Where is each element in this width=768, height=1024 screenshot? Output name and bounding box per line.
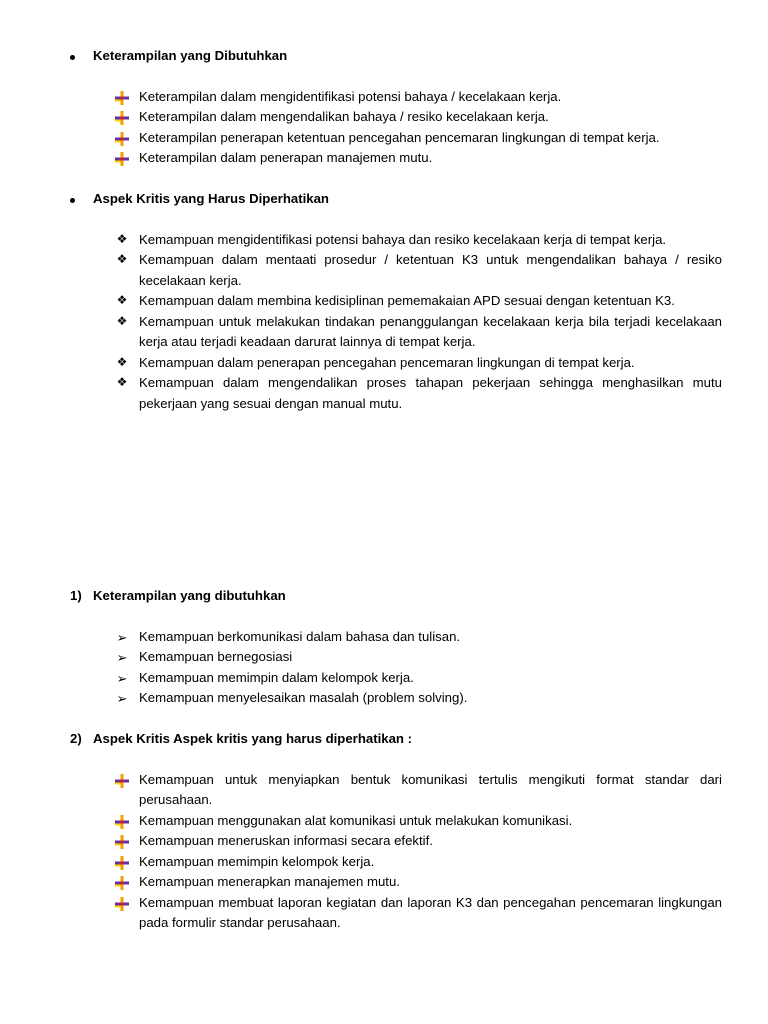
heading-text: Keterampilan yang Dibutuhkan [93,48,288,63]
colored-plus-icon [114,773,130,789]
list-item: Kemampuan membuat laporan kegiatan dan laporan K3 dan pencegahan pencemaran lingkungan pada formulir standar perusahaan. [70,893,722,934]
list-item: ❖ Kemampuan dalam mentaati prosedur / ketentuan K3 untuk mengendalikan bahaya / resiko kecelakaan kerja. [70,250,722,291]
section-number: 1) [70,588,82,603]
critical-aspects-2-list [70,770,722,934]
list-item: ❖ Kemampuan mengidentifikasi potensi bahaya dan resiko kecelakaan kerja di tempat kerja. [70,230,722,251]
list-item: Keterampilan penerapan ketentuan pencegahan pencemaran lingkungan di tempat kerja. [70,128,722,149]
list-item: Kemampuan menggunakan alat komunikasi untuk melakukan komunikasi. [70,811,722,832]
list-item: ➢ Kemampuan memimpin dalam kelompok kerja. [70,668,722,689]
arrow-bullet-icon: ➢ [116,691,128,706]
bullet-dot [70,46,93,67]
colored-plus-icon [114,814,130,830]
section-required-skills [70,586,722,709]
arrow-bullet-icon: ➢ [116,629,128,645]
list-item: ➢ Kemampuan berkomunikasi dalam bahasa dan tulisan. [70,627,722,648]
diamond-bullet-icon: ❖ [116,293,128,307]
colored-plus-icon [114,875,130,891]
colored-plus-icon [114,131,130,147]
colored-plus-icon [114,110,130,126]
section-critical-aspects [70,189,722,414]
section-heading [70,189,722,210]
list-item: Kemampuan menerapkan manajemen mutu. [70,872,722,893]
arrow-bullet-icon: ➢ [116,650,128,665]
section-heading [70,46,722,67]
list-item: Keterampilan dalam mengidentifikasi potensi bahaya / kecelakaan kerja. [70,87,722,108]
diamond-bullet-icon: ❖ [116,354,128,369]
heading-text: Aspek Kritis Aspek kritis yang harus diperhatikan : [93,731,413,746]
colored-plus-icon [114,90,130,106]
diamond-bullet-icon: ❖ [116,375,128,389]
list-item: ❖ Kemampuan dalam membina kedisiplinan pememakaian APD sesuai dengan ketentuan K3. [70,291,722,312]
list-item: Keterampilan dalam penerapan manajemen mutu. [70,148,722,169]
list-item: Kemampuan meneruskan informasi secara efektif. [70,831,722,852]
list-item: ➢ Kemampuan menyelesaikan masalah (problem solving). [70,688,722,709]
list-item: ➢ Kemampuan bernegosiasi [70,647,722,668]
list-item: ❖ Kemampuan dalam mengendalikan proses tahapan pekerjaan sehingga menghasilkan mutu pekerjaan yang sesuai dengan manual mutu. [70,373,722,414]
arrow-bullet-icon: ➢ [116,670,128,686]
section-skills [70,46,722,169]
skills-list [70,87,722,169]
list-item: ❖ Kemampuan dalam penerapan pencegahan pencemaran lingkungan di tempat kerja. [70,353,722,374]
list-item: Keterampilan dalam mengendalikan bahaya / resiko kecelakaan kerja. [70,107,722,128]
list-item: Kemampuan memimpin kelompok kerja. [70,852,722,873]
diamond-bullet-icon: ❖ [116,313,128,328]
diamond-bullet-icon: ❖ [116,231,128,246]
section-heading [70,729,722,750]
section-critical-aspects-2 [70,729,722,934]
required-skills-list [70,627,722,709]
list-item: ❖ Kemampuan untuk melakukan tindakan penanggulangan kecelakaan kerja bila terjadi kecelakaan kerja atau terjadi keadaan darurat lainnya di tempat kerja. [70,312,722,353]
critical-aspects-list [70,230,722,415]
section-heading [70,586,722,607]
colored-plus-icon [114,151,130,167]
heading-text: Aspek Kritis yang Harus Diperhatikan [93,191,329,206]
list-item: Kemampuan untuk menyiapkan bentuk komunikasi tertulis mengikuti format standar dari perusahaan. [70,770,722,811]
colored-plus-icon [114,855,130,871]
section-number: 2) [70,731,82,746]
colored-plus-icon [114,896,130,912]
diamond-bullet-icon: ❖ [116,252,128,266]
heading-text: Keterampilan yang dibutuhkan [93,588,286,603]
colored-plus-icon [114,834,130,850]
bullet-dot [70,189,93,210]
